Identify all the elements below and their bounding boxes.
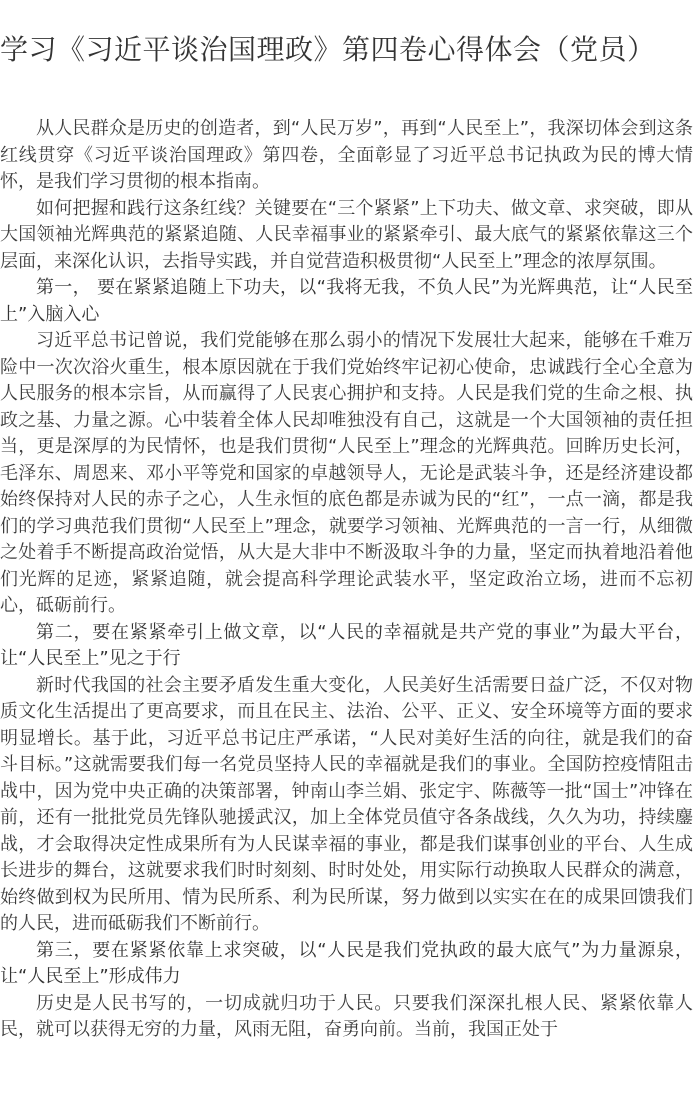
paragraph-intro: 从人民群众是历史的创造者，到“人民万岁”，再到“人民至上”，我深切体会到这条红线贯穿《习近平谈治国理政》第四卷，全面彰显了习近平总书记执政为民的博大情怀，是我们学习贯彻的根本指南。 — [0, 118, 693, 192]
paragraph-question: 如何把握和践行这条红线？关键要在“三个紧紧”上下功夫、做文章、求突破，即从大国领袖光辉典范的紧紧追随、人民幸福事业的紧紧牵引、最大底气的紧紧依靠这三个层面，来深化认识，去指导实践，并自觉营造积极贯彻“人民至上”理念的浓厚氛围。 — [0, 197, 693, 272]
section-heading-1: 第一， 要在紧紧追随上下功夫，以“我将无我，不负人民”为光辉典范，让“人民至上”入脑入心 — [0, 277, 693, 325]
paragraph-section-1: 习近平总书记曾说，我们党能够在那么弱小的情况下发展壮大起来，能够在千难万险中一次次浴火重生，根本原因就在于我们党始终牢记初心使命，忠诚践行全心全意为人民服务的根本宗旨，从而赢得了人民衷心拥护和支持。人民是我们党的生命之根、执政之基、力量之源。心中装着全体人民却唯独没有自己，这就是一个大国领袖的责任担当，更是深厚的为民情怀，也是我们贯彻“人民至上”理念的光辉典范。回眸历史长河，毛泽东、周恩来、邓小平等党和国家的卓越领导人，无论是武装斗争，还是经济建设都始终保持对人民的赤子之心，人生永恒的底色都是赤诚为民的“红”，一点一滴，都是我们的学习典范我们贯彻“人民至上”理念，就要学习领袖、光辉典范的一言一行，从细微之处着手不断提高政治觉悟，从大是大非中不断汲取斗争的力量，坚定而执着地沿着他们光辉的足迹，紧紧追随，就会提高科学理论武装水平，坚定政治立场，进而不忘初心，砥砺前行。 — [0, 330, 693, 616]
section-heading-3: 第三，要在紧紧依靠上求突破，以“人民是我们党执政的最大底气”为力量源泉，让“人民至上”形成伟力 — [0, 939, 693, 987]
section-heading-2: 第二，要在紧紧牵引上做文章，以“人民的幸福就是共产党的事业”为最大平台，让“人民至上”见之于行 — [0, 621, 693, 669]
paragraph-section-2: 新时代我国的社会主要矛盾发生重大变化，人民美好生活需要日益广泛，不仅对物质文化生活提出了更高要求，而且在民主、法治、公平、正义、安全环境等方面的要求明显增长。基于此，习近平总书记庄严承诺，“人民对美好生活的向往，就是我们的奋斗目标。”这就需要我们每一名党员坚持人民的幸福就是我们的事业。全国防控疫情阻击战中，因为党中央正确的决策部署，钟南山李兰娟、张定宇、陈薇等一批“国士”冲锋在前，还有一批批党员先锋队驰援武汉，加上全体党员值守各条战线，久久为功，持续鏖战，才会取得决定性成果所有为人民谋幸福的事业，都是我们谋事创业的平台、人生成长进步的舞台，这就要求我们时时刻刻、时时处处，用实际行动换取人民群众的满意，始终做到权为民所用、情为民所系、利为民所谋，努力做到以实实在在的成果回馈我们的人民，进而砥砺我们不断前行。 — [0, 674, 693, 934]
page-title: 学习《习近平谈治国理政》第四卷心得体会（党员） — [0, 33, 656, 66]
article-body — [0, 116, 693, 1044]
paragraph-section-3: 历史是人民书写的，一切成就归功于人民。只要我们深深扎根人民、紧紧依靠人民，就可以获得无穷的力量，风雨无阻，奋勇向前。当前，我国正处于 — [0, 992, 693, 1040]
